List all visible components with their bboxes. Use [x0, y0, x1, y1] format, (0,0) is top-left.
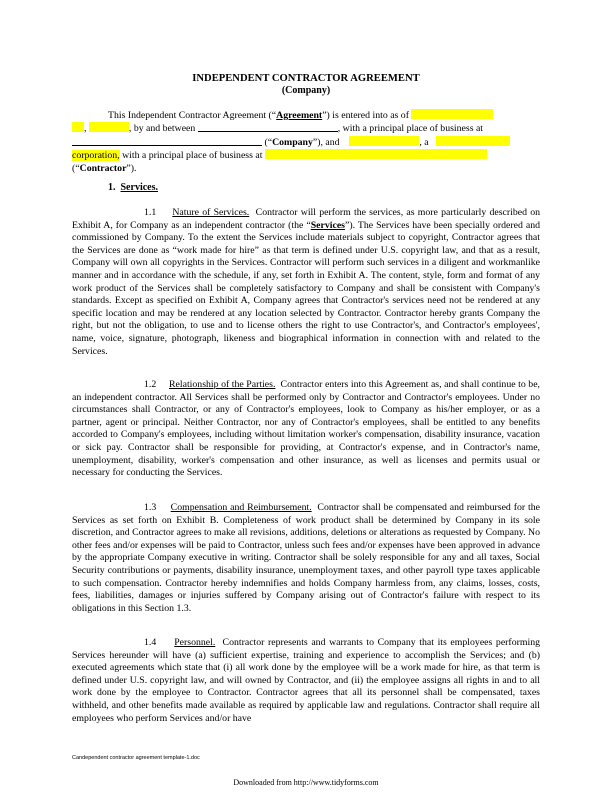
company-address-blank[interactable]	[72, 136, 262, 146]
footer-download-link[interactable]: Downloaded from http://www.tidyforms.com	[233, 778, 379, 787]
intro-text-10: ”).	[126, 162, 137, 174]
section-1-4-text: Contractor represents and warrants to Company that its employees performing Services hereunder will have (a) sufficient expertise, training and experience to accomplish the Services; and (b) executed agreements which state that (i) all work done by the employee will be a work made for hire, as that term is defined under U.S. copyright law, and will owned by Contractor, and (ii) the employee assigns all rights in and to all work done by the employee to Contractor. Contractor agrees that all its personnel shall be compensated, taxes withheld, and other benefits made available as required by applicable law and regulations. Contractor shall require all employees who perform Services and/or have	[72, 637, 540, 724]
section-1-3-heading: Compensation and Reimbursement.	[170, 502, 312, 513]
contractor-term: Contractor	[79, 162, 127, 174]
intro-text-6: ”), and	[312, 136, 340, 148]
document-title: INDEPENDENT CONTRACTOR AGREEMENT	[192, 73, 420, 84]
agreement-term: Agreement	[276, 110, 323, 121]
section-1-4-number: 1.4	[144, 637, 157, 648]
state-blank-highlight[interactable]	[436, 136, 510, 146]
services-term: Services	[310, 219, 345, 231]
section-1-2-text: Contractor enters into this Agreement as, and shall continue to be, an independent contractor. All Services shall be performed only by Contractor and Contractor's employees. Under no circumstances shall Contractor, or any of Contractor's employees, look to Company as his/her employer, or as a partner, agent or principal. Neither Contractor, nor any of Contractor's employees, shall be entitled to any benefits accorded to Company's employees, including without limitation worker's compensation, disability insurance, vacation or sick pay. Contractor shall be responsible for providing, at Contractor's expense, and in Contractor's name, unemployment, disability, worker's compensation and other insurance, as well as licenses and permits usual or necessary for conducting the Services.	[72, 379, 540, 479]
contractor-name-highlight[interactable]	[349, 136, 419, 146]
section-1-1-text: Contractor will perform the services, as more particularly described on Exhibit A, for Company as an independent contractor (the “	[72, 207, 541, 231]
section-1-4-heading: Personnel.	[174, 637, 216, 648]
section-1-heading	[108, 182, 158, 193]
intro-text-9: (“	[72, 162, 80, 174]
contractor-address-highlight[interactable]	[265, 149, 487, 159]
section-1-1-heading: Nature of Services.	[172, 207, 250, 218]
intro-text-1: This Independent Contractor Agreement (“	[108, 110, 277, 121]
section-1-2-paragraph	[72, 379, 540, 480]
section-1-1-paragraph	[72, 207, 540, 358]
section-1-2-heading: Relationship of the Parties.	[169, 379, 276, 390]
section-1-1-text-2: ”). The Services have been specially ordered and commissioned by Company. To the extent the Services include materials subject to copyright, Contractor agrees that the Services are done as “work made for hire” as that term is defined under U.S. copyright law, and that as a result, Company will own all copyrights in the Services. Contractor will perform such services in a diligent and workmanlike manner and in accordance with the schedule, if any, set forth in Exhibit A. The content, style, form and format of any work product of the Services shall be completely satisfactory to Company and shall be consistent with Company's standards. Except as specified on Exhibit A, Company agrees that Contractor's services need not be rendered at any specific location and may be rendered at any location selected by Contractor. Contractor hereby grants Company the right, but not the obligation, to use and to license others the right to use Contractor's, and Contractor's employees', name, voice, signature, photograph, likeness and biographical information in connection with and related to the Services.	[72, 219, 541, 357]
section-1-1-number: 1.1	[144, 207, 157, 218]
section-1-number: 1.	[108, 182, 116, 193]
date-blank-highlight[interactable]	[411, 109, 493, 119]
intro-paragraph: This Independent Contractor Agreement (“Agreement”) is entered into as of , , by and between , with a principal place of business at (“Company”), and , a corporation, with a principal place of business at (“Contractor”).	[72, 109, 540, 175]
section-1-3-paragraph	[72, 502, 540, 615]
intro-text-4: , with a principal place of business at	[337, 123, 484, 135]
section-1-3-number: 1.3	[144, 502, 157, 513]
section-1-3-text: Contractor shall be compensated and reimbursed for the Services as set forth on Exhibit B. Completeness of work product shall be determined by Company in its sole discretion, and Contractor agrees to make all revisions, additions, deletions or alterations as requested by Company. No other fees and/or expenses will be paid to Contractor, unless such fees and/or expenses have been approved in advance by the appropriate Company executive in writing. Contractor shall be solely responsible for any and all taxes, Social Security contributions or payments, disability insurance, unemployment taxes, and other payroll type taxes applicable to such compensation. Contractor hereby indemnifies and holds Company harmless from, any claims, losses, costs, fees, liabilities, damages or injuries suffered by Company arising out of Contractor's failure with respect to its obligations in this Section 1.3.	[72, 502, 540, 614]
intro-text-5: (“	[264, 136, 273, 148]
year-blank-highlight[interactable]	[89, 122, 129, 132]
section-1-2-number: 1.2	[144, 379, 157, 390]
footer-filename: Candependent contractor agreement template-1.doc	[72, 755, 200, 761]
intro-text-3: by and between	[133, 123, 196, 135]
intro-text-7: , a	[419, 136, 429, 148]
intro-text-8: with a principal place of business at	[122, 150, 263, 162]
company-name-blank[interactable]	[198, 122, 338, 132]
document-subtitle: (Company)	[281, 85, 331, 96]
company-term: Company	[272, 136, 313, 148]
section-1-4-paragraph	[72, 637, 540, 725]
date-blank-2-highlight[interactable]	[72, 122, 84, 132]
section-1-label: Services.	[120, 182, 158, 193]
intro-text-2: ”) is entered into as of	[322, 110, 409, 121]
corporation-term: corporation,	[72, 150, 120, 162]
